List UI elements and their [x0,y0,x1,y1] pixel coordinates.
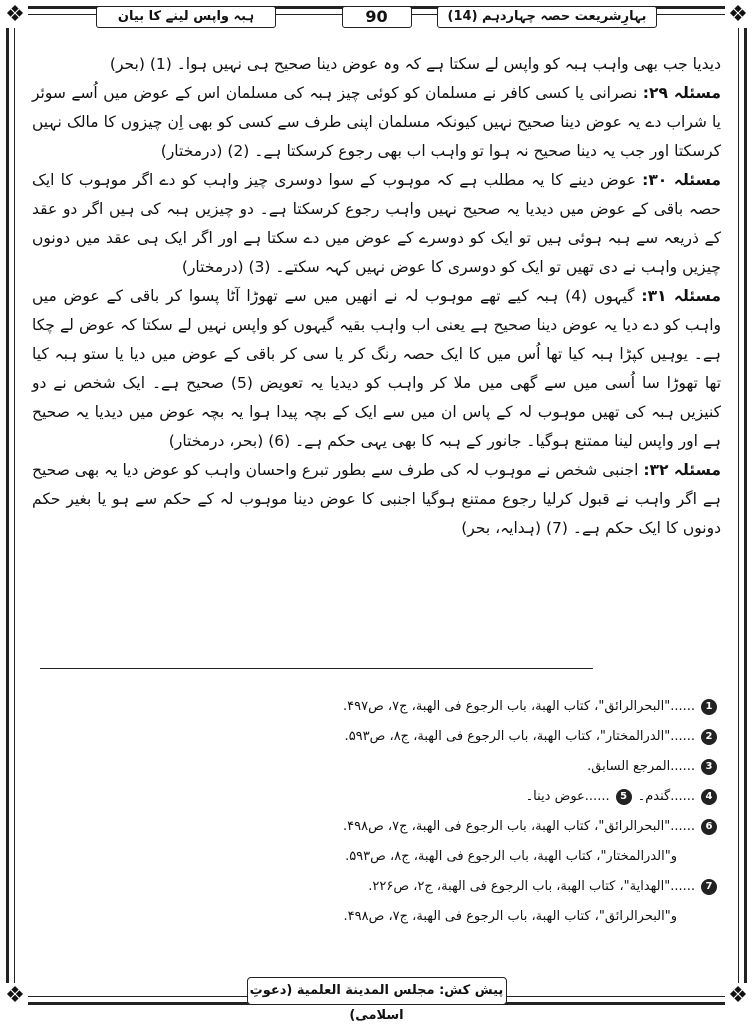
book-title: بہارِشریعت حصہ چہاردہم (14) [437,6,657,28]
paragraph [32,79,721,166]
page-body [32,50,721,543]
footnote-number: 2 [701,729,717,745]
page-header [96,4,657,30]
paragraph: دیدیا جب بھی واہب ہبہ کو واپس لے سکتا ہے کہ وہ عوض دینا صحیح ہی نہیں ہوا۔ (1) (بحر) [109,55,721,73]
footnote-number: 7 [701,879,717,895]
footnote-number: 4 [701,789,717,805]
paragraph [32,166,721,282]
issue-label: مسئلہ ۲۹: [642,84,721,102]
footnote [40,872,717,902]
issue-text: نصرانی یا کسی کافر نے مسلمان کو کوئی چیز ہبہ کی مسلمان اس کے عوض میں اُسے سوئر یا شراب دے یہ عوض دینا صحیح نہیں کیونکہ مسلمان اپنی طرف سے کسی کو بھی اِن چیزوں کا مالک نہیں کرسکتا اور جب یہ دینا صحیح نہ ہوا تو واہب اب بھی رجوع کرسکتا ہے۔ (2) (درمختار) [32,84,721,160]
footnote-continuation: و"الدرالمختار"، کتاب الھبة، باب الرجوع فی الھبة، ج۸، ص۵۹۳. [345,849,677,864]
footnote [40,752,717,782]
issue-text: گیہوں (4) ہبہ کیے تھے موہوب لہ نے انھیں میں سے تھوڑا آٹا پسوا کر باقی کے عوض میں واہب کو دے دیا یہ عوض دینا صحیح ہے یعنی اب واہب بقیہ گیہوں کو واپس نہیں لے سکتا کہ عوض لے چکا ہے۔ یوہیں کپڑا ہبہ کیا تھا اُس میں کا ایک حصہ رنگ کر یا سی کر باقی کے عوض میں دیا یا ستو ہبہ کیا تھا تھوڑا سا اُسی میں سے گھی میں ملا کر واہب کو دیدیا یہ تعویض (5) صحیح ہے۔ ایک شخص نے دو کنیزیں ہبہ کی تھیں موہوب لہ کے پاس ان میں سے ایک کے بچہ پیدا ہوا یہ بچہ عوض میں دیدیا یہ صحیح ہے اور واپس لینا ممتنع ہوگیا۔ جانور کے ہبہ کا بھی یہی حکم ہے۔ (6) (بحر، درمختار) [32,287,722,450]
corner-ornament-icon: ❖ [725,983,751,1009]
footnote-number: 6 [701,819,717,835]
footnote-text: ......"البحرالرائق"، کتاب الھبة، باب الرجوع فی الھبة، ج۷، ص۴۹۷. [342,699,695,714]
issue-text: اجنبی شخص نے موہوب لہ کی طرف سے بطور تبرع واحسان واہب کو عوض دیا یہ بھی صحیح ہے اگر واہب نے قبول کرلیا رجوع ممتنع ہوگیا اجنبی کا عوض دینا موہوب لہ کے حکم سے ہو یا بغیر حکم دونوں کا ایک حکم ہے۔ (7) (ہدایہ، بحر) [32,461,721,537]
footnote-text: ......"الھدایة"، کتاب الھبة، باب الرجوع فی الھبة، ج۲، ص۲۲۶. [368,879,695,894]
issue-label: مسئلہ ۳۲: [643,461,721,479]
footnote-continuation: و"البحرالرائق"، کتاب الھبة، باب الرجوع فی الھبة، ج۷، ص۴۹۸. [343,909,677,924]
corner-ornament-icon: ❖ [2,2,28,28]
page-number: 90 [342,6,412,28]
footnote-number: 5 [616,789,632,805]
footnote [526,782,632,812]
corner-ornament-icon: ❖ [725,2,751,28]
publisher-footer: پیش کش: مجلس المدینة العلمیة (دعوتِ اسلامی) [247,977,507,1005]
footnote [40,692,717,722]
section-title: ہبہ واپس لینے کا بیان [96,6,276,28]
paragraph [32,282,721,456]
footnote [40,722,717,752]
issue-label: مسئلہ ۳۱: [641,287,721,305]
footnote-text: ......المرجع السابق. [587,759,695,774]
corner-ornament-icon: ❖ [2,983,28,1009]
footnote [40,812,717,842]
footnote-text: ......"الدرالمختار"، کتاب الھبة، باب الرجوع فی الھبة، ج۸، ص۵۹۳. [344,729,695,744]
footnote-text: ......عوض دینا۔ [525,789,610,804]
footnote-number: 1 [701,699,717,715]
footnotes [40,692,717,932]
paragraph [32,456,721,543]
footnote-number: 3 [701,759,717,775]
footnote [40,782,717,812]
footnote-text: ......گندم۔ [637,789,695,804]
issue-label: مسئلہ ۳۰: [642,171,721,189]
issue-text: عوض دینے کا یہ مطلب ہے کہ موہوب کے سوا دوسری چیز واہب کو دے اگر موہوب کا ایک حصہ باقی کے عوض میں دیدیا یہ صحیح نہیں واہب رجوع کرسکتا ہے۔ دو چیزیں ہبہ کی ہیں اگر دو عقد کے ذریعہ سے ہبہ ہوئی ہیں تو ایک کو دوسرے کے عوض میں دے سکتا ہے اور اگر ایک ہی عقد میں دونوں چیزیں واہب نے دی تھیں تو ایک کو دوسری کا عوض نہیں کہہ سکتے۔ (3) (درمختار) [32,171,721,276]
footnote-text: ......"البحرالرائق"، کتاب الھبة، باب الرجوع فی الھبة، ج۷، ص۴۹۸. [342,819,695,834]
footnote-divider [40,668,593,669]
